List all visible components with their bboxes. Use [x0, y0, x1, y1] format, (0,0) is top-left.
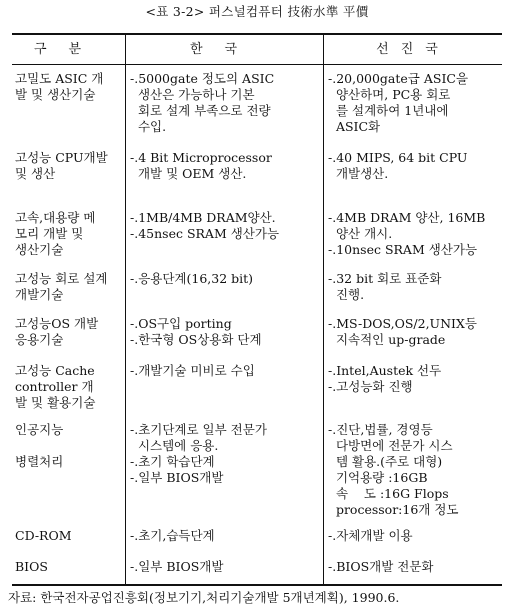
row-korea: -.5000gate 정도의 ASIC 생산은 가능하나 기본 회로 설계 부족으로 전량 수입. [130, 71, 275, 134]
row-category: 고성능 Cache controller 개 발 및 활용기술 [15, 363, 96, 410]
row-category: 고성능 CPU개발 및 생산 [15, 150, 108, 181]
row-category: 고성능OS 개발 응용기술 [15, 316, 99, 347]
row-advanced: -.MS-DOS,OS/2,UNIX등 지속적인 up-grade [328, 316, 477, 347]
row-korea: -.일부 BIOS개발 [130, 559, 224, 574]
row-advanced: -.20,000gate급 ASIC을 양산하며, PC용 회로 를 설계하여 1년내에 ASIC화 [328, 71, 469, 134]
source-note: 자료: 한국전자공업진흥회(정보기기,처리기술개발 5개년계획), 1990.6. [8, 590, 400, 605]
row-advanced: -.4MB DRAM 양산, 16MB 양산 개시. -.10nsec SRAM 생산가능 [328, 210, 486, 257]
header-category: 구분 [33, 42, 104, 57]
row-category: 고성능 회로 설계 개발기술 [15, 271, 108, 302]
row-category: BIOS [15, 559, 48, 574]
row-category: 고밀도 ASIC 개 발 및 생산기술 [15, 71, 104, 102]
row-category: 고속,대용량 메 모리 개발 및 생산기술 [15, 210, 96, 257]
table-header-rule [12, 64, 502, 65]
row-advanced: -.진단,법률, 경영등 다방면에 전문가 시스 템 활용.(주로 대형) 기억용량 :16GB 속 도 :16G Flops processor:16개 정도 [328, 422, 459, 517]
row-advanced: -.Intel,Austek 선두 -.고성능화 진행 [328, 363, 442, 394]
row-category: CD-ROM [15, 528, 72, 543]
row-advanced: -.자체개발 이용 [328, 528, 413, 543]
row-korea: -.1MB/4MB DRAM양산. -.45nsec SRAM 생산가능 [130, 210, 280, 241]
row-advanced: -.40 MIPS, 64 bit CPU 개발생산. [328, 150, 468, 181]
row-korea: -.4 Bit Microprocessor 개발 및 OEM 생산. [130, 150, 272, 181]
row-korea: -.개발기술 미비로 수입 [130, 363, 255, 378]
row-advanced: -.32 bit 회로 표준화 진행. [328, 271, 442, 302]
header-advanced: 선진국 [376, 42, 450, 57]
row-korea: -.초기,습득단계 [130, 528, 215, 543]
column-divider [125, 34, 126, 585]
row-advanced: -.BIOS개발 전문화 [328, 559, 434, 574]
table-bottom-rule [12, 584, 502, 586]
row-korea: -.초기단계로 일부 전문가 시스템에 응용. -.초기 학습단계 -.일부 BIOS개발 [130, 422, 267, 485]
row-korea: -.OS구입 porting -.한국형 OS상용화 단계 [130, 316, 262, 347]
header-korea: 한국 [189, 42, 260, 57]
table-title: <표 3-2> 퍼스널컴퓨터 技術水準 平價 [145, 4, 369, 19]
row-category: 인공지능 병렬처리 [15, 422, 64, 469]
table-top-rule [12, 33, 502, 35]
row-korea: -.응용단계(16,32 bit) [130, 271, 254, 286]
